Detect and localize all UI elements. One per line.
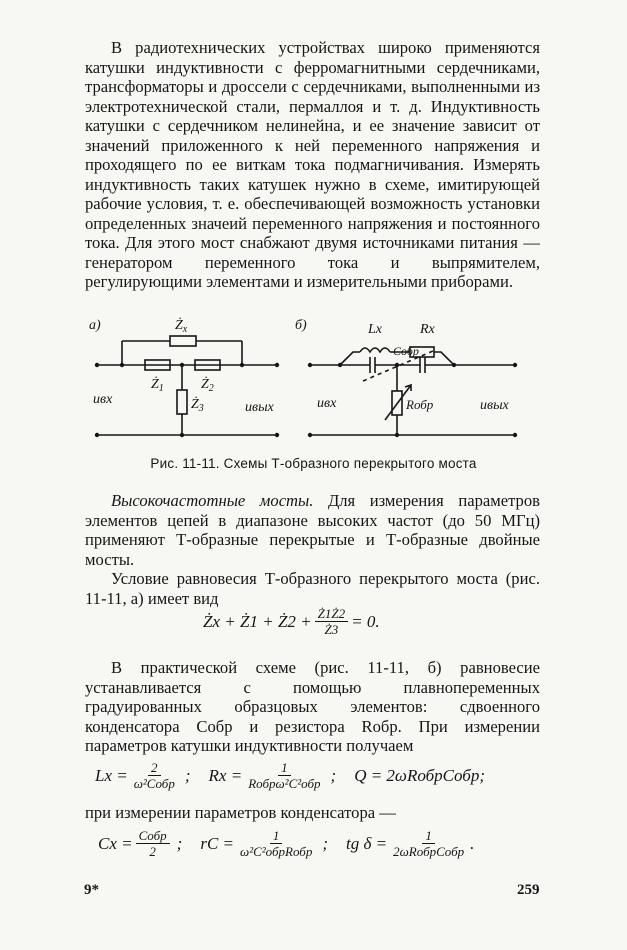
signature-mark: 9*	[84, 882, 99, 898]
balance-formula: Żx + Ż1 + Ż2 + $\frac{Ż1Ż2}{Ż3}$ = 0.	[203, 606, 380, 637]
fraction-cx: $\frac{\text{Cобр}}{2}$	[136, 828, 170, 859]
figure-caption: Рис. 11-11. Схемы Т-образного перекрытого моста	[150, 456, 477, 471]
svg-text:Ż1: $Ż_1$	[151, 377, 164, 394]
label-a: а)	[89, 318, 101, 333]
term-zx: Żx	[203, 611, 220, 631]
label-c-obr: Cобр	[393, 344, 419, 358]
paragraph-4: В практической схеме (рис. 11-11, б) равновесие устанавливается с помощью плавнопеременных градуированных образцовых элементов: сдвоенного конденсатора Cобр и резистора Rобр. При измерении параметров катушки индуктивности получаем	[85, 658, 540, 755]
label-z2: Ż	[201, 377, 209, 392]
label-zx: Ż	[175, 318, 183, 333]
paragraph-3: Условие равновесия Т-образного перекрытого моста (рис. 11-11, а) имеет вид	[85, 569, 540, 608]
label-b: б)	[295, 318, 307, 333]
resistor-zx	[170, 336, 196, 346]
paragraph-2-text: Для измерения параметров элементов цепей в диапазоне высоких частот (до 50 МГц) применяют Т-образные перекрытые и Т-образные двойные мосты.	[85, 491, 540, 569]
fraction-lx: $\frac{2}{\text{ω²Cобр}}$	[133, 760, 175, 791]
label-z1: Ż	[151, 377, 159, 392]
term-z2: Ż2	[277, 611, 296, 631]
label-u-out-a: uвых	[245, 400, 274, 415]
svg-text:Ż2: $Ż_2$	[201, 377, 214, 394]
label-u-in-a: uвх	[93, 392, 113, 407]
paragraph-1: В радиотехнических устройствах широко применяются катушки индуктивности с ферромагнитными сердечниками, трансформаторы и дроссели с сердечниками, выполненными из электротехнической стали, пермаллоя и т. д. Индуктивность катушки с сердечником нелинейна, и ее значение зависит от значений приложенного к ней переменного напряжения и проходящего по ее виткам тока подмагничивания. Измерять индуктивность таких катушек нужно в схеме, имитирующей рабочие условия, т. е. обеспечивающей возможность установки определенных значеий переменного напряжения и постоянного тока. Для этого мост снабжают двумя источниками питания — генератором переменного тока и выпрямителем, регулирующими элементами и измерительными приборами.	[85, 38, 540, 291]
svg-text:Żx: $Ż_x$	[175, 318, 188, 335]
fraction-rc: $\frac{1}{\text{ω²C²обрRобр}}$	[240, 828, 313, 859]
fraction-z1z2-z3: $\frac{Ż1Ż2}{Ż3}$	[315, 606, 348, 637]
section-lead: Высокочастотные мосты.	[111, 491, 314, 510]
label-rx: Rx	[420, 322, 435, 337]
schematic-a	[97, 336, 277, 435]
inductor-formulas: Lx = $\frac{2}{\text{ω²Cобр}}$ ; Rx = $\frac{1}{\text{Rобрω²C²обр}}$ ; Q = 2ωRобрCобр;	[95, 760, 485, 791]
bridge-schematics	[85, 303, 545, 453]
term-z1: Ż1	[239, 611, 258, 631]
fraction-tg: $\frac{1}{\text{2ωRобрCобр}}$	[393, 828, 465, 859]
svg-text:Ż3: $Ż_3$	[191, 397, 204, 414]
inductor-lx	[360, 348, 390, 352]
schematic-b	[310, 347, 515, 435]
paragraph-5: при измерении параметров конденсатора —	[85, 803, 396, 822]
resistor-z3	[177, 390, 187, 414]
paragraph-2	[85, 491, 540, 569]
label-u-in-b: uвх	[317, 396, 337, 411]
label-lx: Lx	[368, 322, 382, 337]
capacitor-formulas: Cx = $\frac{\text{Cобр}}{2}$ ; rC = $\frac{1}{\text{ω²C²обрRобр}}$ ; tg δ = $\frac{1}{\text{2ωRобрCобр}}$ .	[98, 828, 475, 859]
page-number: 259	[517, 882, 540, 898]
fraction-rx: $\frac{1}{\text{Rобрω²C²обр}}$	[248, 760, 321, 791]
label-r-obr: Rобр	[406, 397, 434, 412]
label-u-out-b: uвых	[480, 398, 509, 413]
label-z3: Ż	[191, 397, 199, 412]
